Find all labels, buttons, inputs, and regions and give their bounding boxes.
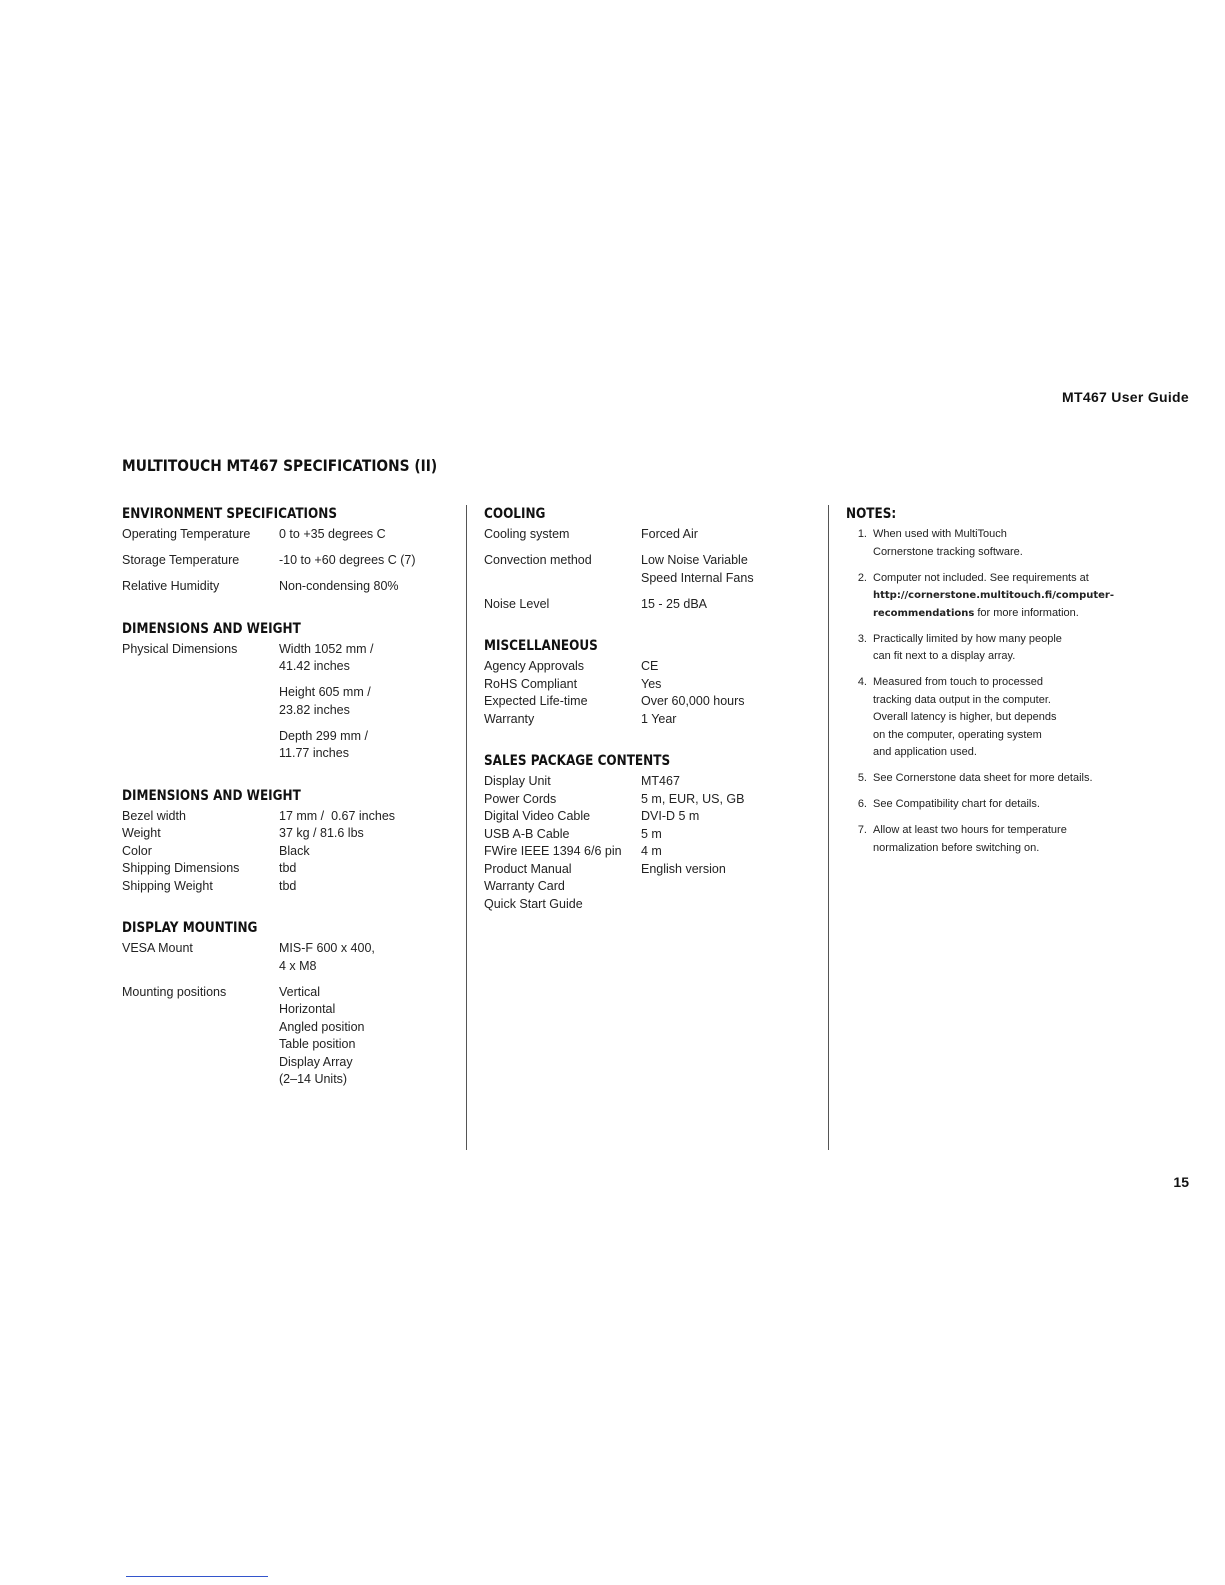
spec-row [122, 878, 452, 896]
note-line: Practically limited by how many people [873, 632, 1062, 645]
spec-label: VESA Mount [122, 941, 193, 955]
note-line: and application used. [873, 746, 977, 758]
note-number: 5. [857, 772, 867, 784]
spec-value: 5 m, EUR, US, GB [641, 791, 745, 806]
spec-label: Product Manual [484, 861, 572, 876]
spec-row [484, 773, 814, 791]
spec-label: Agency Approvals [484, 659, 585, 673]
note-text [873, 770, 1093, 788]
spec-label: Storage Temperature [122, 553, 240, 567]
note-item [846, 570, 1146, 623]
spec-row [484, 843, 814, 861]
note-line: normalization before switching on. [873, 841, 1040, 854]
value-line: Speed Internal Fans [641, 570, 754, 585]
spec-row [122, 843, 452, 861]
spec-value: DVI-D 5 m [641, 809, 700, 823]
note-number: 6. [857, 798, 867, 810]
spec-label: Physical Dimensions [122, 641, 238, 656]
notes-column [846, 505, 1146, 866]
spec-value: 37 kg / 81.6 lbs [279, 826, 364, 840]
specs-column-2 [484, 505, 814, 937]
spec-row [484, 526, 814, 544]
value-line: Depth 299 mm / [279, 728, 368, 743]
spec-label: Relative Humidity [122, 579, 220, 593]
spec-row [484, 693, 814, 711]
note-item [846, 770, 1146, 788]
note-text [873, 526, 1023, 561]
spec-value: Black [279, 843, 310, 858]
spec-row [484, 861, 814, 879]
spec-row [122, 808, 452, 826]
note-line: on the computer, operating system [873, 728, 1042, 741]
spec-value: Forced Air [641, 527, 698, 541]
spec-value [279, 641, 452, 763]
value-line: 23.82 inches [279, 702, 350, 717]
spec-value [279, 940, 452, 975]
spec-label: FWire IEEE 1394 6/6 pin [484, 844, 622, 858]
note-item [846, 526, 1146, 561]
miscellaneous-section [484, 637, 814, 728]
mounting-section [122, 919, 452, 1089]
spec-label: RoHS Compliant [484, 676, 578, 691]
section-title: DIMENSIONS AND WEIGHT [122, 620, 301, 637]
spec-row [122, 984, 452, 1089]
spec-value: English version [641, 861, 726, 876]
spec-row [484, 896, 814, 914]
note-number: 3. [857, 632, 867, 645]
spec-label: Shipping Dimensions [122, 861, 240, 875]
note-text [873, 570, 1114, 623]
section-title: COOLING [484, 506, 546, 522]
note-item [846, 674, 1146, 762]
spec-value: 17 mm / 0.67 inches [279, 808, 396, 823]
note-number: 2. [857, 571, 867, 584]
spec-label: Digital Video Cable [484, 809, 591, 823]
spec-value: CE [641, 659, 659, 673]
section-title: DISPLAY MOUNTING [122, 920, 258, 936]
note-number: 7. [857, 824, 867, 836]
note-number: 1. [857, 528, 867, 540]
section-title: DIMENSIONS AND WEIGHT [122, 787, 301, 804]
dimensions-weight-section [122, 787, 452, 896]
spec-value: -10 to +60 degrees C (7) [279, 553, 416, 567]
spec-label: USB A-B Cable [484, 826, 570, 841]
note-line: can fit next to a display array. [873, 650, 1016, 662]
spec-value [641, 878, 814, 896]
spec-value: 5 m [641, 826, 662, 841]
page-title: MULTITOUCH MT467 SPECIFICATIONS (II) [122, 456, 438, 475]
dimensions-section [122, 620, 452, 763]
spec-value: 1 Year [641, 711, 677, 726]
notes-list [846, 526, 1146, 857]
value-line: Low Noise Variable [641, 553, 748, 567]
spec-row [484, 826, 814, 844]
notes-title: NOTES: [846, 506, 897, 522]
note-line: See Compatibility chart for details. [873, 798, 1040, 810]
note-line: Allow at least two hours for temperature [873, 824, 1067, 836]
value-line: Horizontal [279, 1002, 336, 1016]
spec-row [122, 526, 452, 544]
column-divider [828, 505, 829, 1150]
spec-row [122, 641, 452, 763]
note-line: Overall latency is higher, but depends [873, 711, 1057, 723]
note-item [846, 631, 1146, 666]
spec-label: Quick Start Guide [484, 896, 583, 911]
spec-row [484, 658, 814, 676]
value-line: Display Array [279, 1054, 353, 1069]
spec-label: Warranty Card [484, 879, 565, 893]
note-line: Computer not included. See requirements at [873, 571, 1089, 584]
note-line [873, 605, 1114, 623]
value-line: Width 1052 mm / [279, 641, 374, 656]
spec-value: 15 - 25 dBA [641, 596, 708, 611]
section-title: ENVIRONMENT SPECIFICATIONS [122, 506, 338, 522]
spec-value: Over 60,000 hours [641, 694, 745, 708]
spec-label: Expected Life-time [484, 694, 588, 708]
spec-label: Weight [122, 826, 161, 840]
spec-row [484, 676, 814, 694]
spec-row [484, 791, 814, 809]
spec-row [122, 860, 452, 878]
spec-label: Mounting positions [122, 984, 227, 999]
spec-row [122, 825, 452, 843]
section-title: MISCELLANEOUS [484, 638, 598, 654]
spec-label: Bezel width [122, 808, 186, 823]
value-line: (2–14 Units) [279, 1072, 348, 1086]
spec-label: Display Unit [484, 774, 551, 788]
column-divider [466, 505, 467, 1150]
spec-value: 4 m [641, 844, 662, 858]
value-line: 11.77 inches [279, 746, 349, 760]
spec-label: Warranty [484, 711, 535, 726]
spec-label: Shipping Weight [122, 878, 213, 893]
section-title: SALES PACKAGE CONTENTS [484, 753, 671, 769]
spec-row [122, 578, 452, 596]
spec-value: Yes [641, 676, 662, 691]
spec-value: 0 to +35 degrees C [279, 527, 386, 541]
value-line: 41.42 inches [279, 659, 350, 673]
requirements-link[interactable]: recommendations [873, 607, 975, 619]
note-line: Measured from touch to processed [873, 676, 1043, 688]
guide-title: MT467 User Guide [1062, 389, 1189, 405]
value-line: Table position [279, 1037, 356, 1051]
note-line: Cornerstone tracking software. [873, 545, 1023, 558]
specs-column-1 [122, 505, 452, 1113]
spec-row [484, 552, 814, 587]
spec-value [641, 896, 814, 914]
spec-row [484, 711, 814, 729]
note-line-tail: for more information. [974, 606, 1079, 619]
spec-row [122, 940, 452, 975]
spec-value: tbd [279, 861, 297, 875]
note-number: 4. [857, 676, 867, 688]
spec-label: Convection method [484, 553, 592, 567]
spec-value [641, 552, 814, 587]
value-line: MIS-F 600 x 400, [279, 941, 375, 955]
spec-row [484, 596, 814, 614]
page-number: 15 [1173, 1174, 1189, 1190]
spec-label: Noise Level [484, 596, 550, 611]
cooling-section [484, 505, 814, 613]
environment-section [122, 505, 452, 596]
spec-row [484, 808, 814, 826]
value-line: Angled position [279, 1019, 365, 1034]
spec-value: Non-condensing 80% [279, 579, 399, 593]
spec-label: Power Cords [484, 791, 557, 806]
sales-package-section [484, 752, 814, 913]
note-line: tracking data output in the computer. [873, 693, 1051, 706]
note-text [873, 796, 1040, 814]
requirements-link[interactable]: http://cornerstone.multitouch.fi/computer- [873, 590, 1115, 601]
note-text [873, 822, 1067, 857]
note-line: See Cornerstone data sheet for more details. [873, 772, 1093, 784]
note-line: When used with MultiTouch [873, 528, 1007, 540]
spec-label: Cooling system [484, 527, 570, 541]
value-line: Height 605 mm / [279, 685, 371, 699]
spec-value [279, 984, 452, 1089]
value-line: 4 x M8 [279, 958, 317, 973]
spec-row [484, 878, 814, 896]
spec-label: Color [122, 843, 152, 858]
spec-value: tbd [279, 878, 297, 893]
value-line: Vertical [279, 984, 320, 999]
note-text [873, 674, 1056, 762]
note-text [873, 631, 1062, 666]
spec-value: MT467 [641, 774, 680, 788]
spec-label: Operating Temperature [122, 527, 251, 541]
spec-row [122, 552, 452, 570]
note-item [846, 796, 1146, 814]
footer-rule [126, 1576, 268, 1577]
note-item [846, 822, 1146, 857]
